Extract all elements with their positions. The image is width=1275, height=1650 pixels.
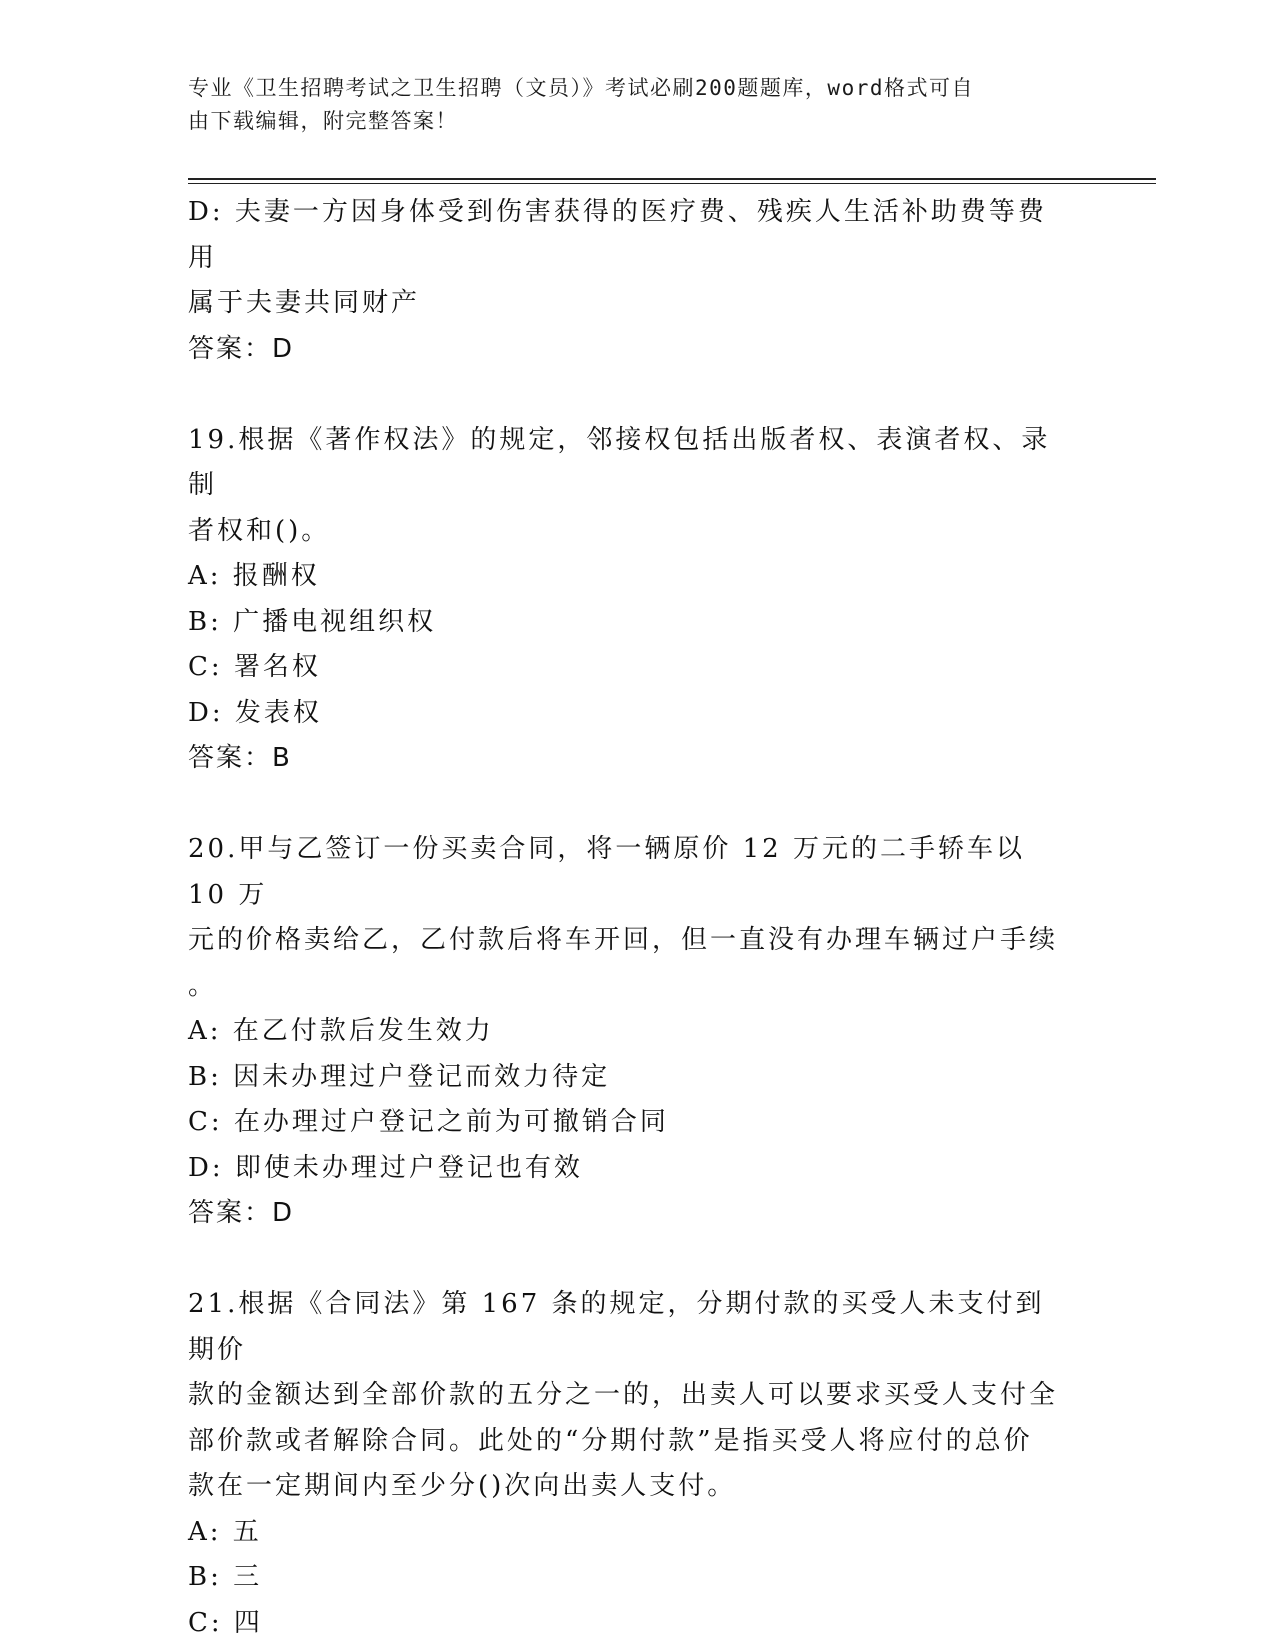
spacer (188, 1237, 1068, 1283)
question-stem-line-1: 21.根据《合同法》第 167 条的规定，分期付款的买受人未支付到期价 (188, 1289, 1045, 1365)
question-20 (188, 827, 1068, 1237)
question-21 (188, 1282, 1068, 1646)
option-b: B: 因未办理过户登记而效力待定 (188, 1061, 611, 1092)
question-stem-line-1: 19.根据《著作权法》的规定，邻接权包括出版者权、表演者权、录制 (188, 424, 1051, 500)
question-stem-line-2: 元的价格卖给乙，乙付款后将车开回，但一直没有办理车辆过户手续 (188, 925, 1059, 955)
question-stem-line-3: 。 (188, 970, 218, 1001)
option-c: C: 署名权 (188, 652, 321, 682)
question-content (188, 190, 1068, 1646)
header-divider-thin (188, 183, 1156, 184)
header-divider-thick (188, 178, 1156, 180)
question-19 (188, 418, 1068, 782)
question-stem-line-2: 款的金额达到全部价款的五分之一的，出卖人可以要求买受人支付全 (188, 1380, 1059, 1410)
option-b: B: 三 (188, 1562, 263, 1592)
option-a: A: 在乙付款后发生效力 (188, 1016, 494, 1046)
option-d: D: 发表权 (188, 697, 322, 728)
header-line-2: 由下载编辑，附完整答案！ (188, 109, 458, 133)
option-c: C: 四 (188, 1607, 263, 1638)
spacer (188, 372, 1068, 418)
question-18-tail (188, 190, 1068, 372)
option-d-line-2: 属于夫妻共同财产 (188, 288, 421, 318)
question-stem-line-4: 款在一定期间内至少分()次向出卖人支付。 (188, 1471, 737, 1501)
option-a: A: 报酬权 (188, 561, 320, 591)
option-d-line-1: D: 夫妻一方因身体受到伤害获得的医疗费、残疾人生活补助费等费用 (188, 197, 1047, 273)
answer-text: 答案：B (188, 743, 292, 773)
header-line-1: 专业《卫生招聘考试之卫生招聘（文员）》考试必刷200题题库，word格式可自 (188, 76, 974, 100)
question-stem-line-1: 20.甲与乙签订一份买卖合同，将一辆原价 12 万元的二手轿车以 10 万 (188, 834, 1025, 910)
document-header (188, 72, 1068, 138)
answer-text: 答案：D (188, 1198, 295, 1228)
option-b: B: 广播电视组织权 (188, 606, 437, 637)
option-d: D: 即使未办理过户登记也有效 (188, 1152, 583, 1183)
question-stem-line-2: 者权和()。 (188, 515, 331, 546)
question-stem-line-3: 部价款或者解除合同。此处的“分期付款”是指买受人将应付的总价 (188, 1425, 1033, 1456)
option-a: A: 五 (188, 1516, 262, 1547)
spacer (188, 782, 1068, 828)
option-c: C: 在办理过户登记之前为可撤销合同 (188, 1107, 669, 1137)
answer-text: 答案：D (188, 333, 295, 364)
